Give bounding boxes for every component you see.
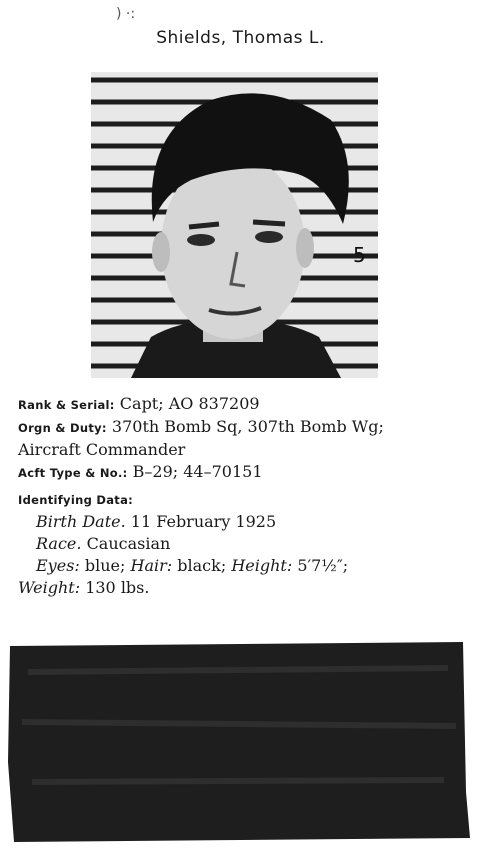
eyes-value: blue; xyxy=(84,556,126,575)
physical-row xyxy=(36,555,478,577)
rank-serial-row xyxy=(18,393,478,416)
eyes-label: Eyes: xyxy=(36,556,80,575)
photo-number-mark: 5 xyxy=(353,243,366,267)
aircraft-value: B–29; 44–70151 xyxy=(132,462,263,481)
birth-label: Birth Date. xyxy=(36,512,126,531)
record-fields xyxy=(18,393,478,599)
aircraft-label: Acft Type & No.: xyxy=(18,466,128,480)
rank-serial-label: Rank & Serial: xyxy=(18,398,115,412)
identifying-label: Identifying Data: xyxy=(18,493,134,507)
weight-row xyxy=(18,577,478,599)
rank-serial-value: Capt; AO 837209 xyxy=(119,394,260,413)
corner-mark: ) ·: xyxy=(116,6,136,22)
race-row xyxy=(36,533,478,555)
aircraft-row xyxy=(18,461,478,484)
birth-row xyxy=(36,511,478,533)
portrait-photo xyxy=(91,72,378,378)
hair-label: Hair: xyxy=(130,556,173,575)
orgn-duty-row xyxy=(18,416,478,439)
race-label: Race. xyxy=(36,534,82,553)
birth-value: 11 February 1925 xyxy=(130,512,277,531)
person-name: Shields, Thomas L. xyxy=(156,28,325,48)
orgn-duty-row-continued xyxy=(18,439,478,461)
height-label: Height: xyxy=(231,556,293,575)
race-value: Caucasian xyxy=(86,534,171,553)
orgn-duty-value: 370th Bomb Sq, 307th Bomb Wg; xyxy=(111,417,384,436)
height-value: 5′7½″; xyxy=(297,556,349,575)
identifying-heading-row xyxy=(18,488,478,511)
weight-label: Weight: xyxy=(18,578,81,597)
orgn-duty-value-continued: Aircraft Commander xyxy=(18,440,186,459)
hair-value: black; xyxy=(177,556,227,575)
redaction-block xyxy=(8,642,470,842)
weight-value: 130 lbs. xyxy=(85,578,150,597)
orgn-duty-label: Orgn & Duty: xyxy=(18,421,107,435)
